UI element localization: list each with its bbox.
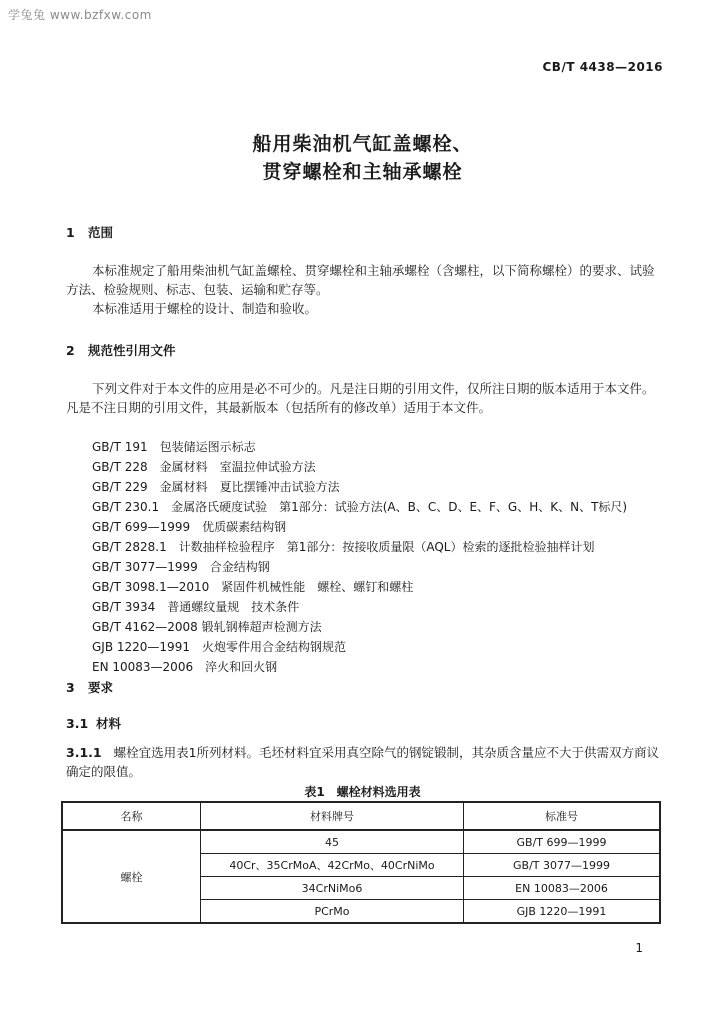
page-number: 1 (635, 941, 643, 955)
material-cell: 34CrNiMo6 (201, 877, 464, 900)
table-header-row (62, 802, 660, 830)
section-2-heading (66, 341, 176, 359)
column-header-name: 名称 (62, 802, 201, 830)
standard-cell: GB/T 3077—1999 (464, 854, 661, 877)
table-row (62, 830, 660, 854)
standard-code: CB/T 4438—2016 (542, 60, 663, 74)
name-cell: 螺栓 (62, 830, 201, 923)
material-cell: PCrMo (201, 900, 464, 924)
reference-item: GB/T 229 金属材料 夏比摆锤冲击试验方法 (92, 480, 340, 494)
reference-item: GB/T 3077—1999 合金结构钢 (92, 560, 270, 574)
section-title: 规范性引用文件 (88, 343, 176, 358)
column-header-standard: 标准号 (464, 802, 661, 830)
standard-cell: GB/T 699—1999 (464, 830, 661, 854)
reference-item: GB/T 3934 普通螺纹量规 技术条件 (92, 600, 300, 614)
material-table (61, 801, 661, 924)
section-3-heading (66, 678, 113, 696)
table-caption: 表1 螺栓材料选用表 (304, 785, 421, 799)
standard-cell: GJB 1220—1991 (464, 900, 661, 924)
material-cell: 40Cr、35CrMoA、42CrMo、40CrNiMo (201, 854, 464, 877)
material-cell: 45 (201, 830, 464, 854)
document-title (0, 130, 725, 186)
reference-list (92, 437, 627, 677)
section-title: 范围 (88, 225, 114, 240)
section-2-paragraph-1: 下列文件对于本文件的应用是必不可少的。凡是注日期的引用文件，仅所注日期的版本适用于本文件。凡是不注日期的引用文件，其最新版本（包括所有的修改单）适用于本文件。 (66, 381, 655, 415)
section-1-paragraph-1: 本标准规定了船用柴油机气缸盖螺栓、贯穿螺栓和主轴承螺栓（含螺柱，以下简称螺栓）的要求、试验方法、检验规则、标志、包装、运输和贮存等。 (66, 263, 655, 297)
reference-item: GB/T 230.1 金属洛氏硬度试验 第1部分：试验方法(A、B、C、D、E、F、G、H、K、N、T标尺) (92, 500, 628, 514)
clause-number: 3.1.1 (66, 745, 102, 760)
subsection-title: 材料 (96, 716, 122, 731)
subsection-3-1-heading (66, 714, 121, 732)
section-number: 2 (66, 343, 75, 358)
reference-item: GB/T 2828.1 计数抽样检验程序 第1部分：按接收质量限（AQL）检索的逐批检验抽样计划 (92, 540, 595, 554)
standard-cell: EN 10083—2006 (464, 877, 661, 900)
reference-item: GB/T 3098.1—2010 紧固件机械性能 螺栓、螺钉和螺柱 (92, 580, 414, 594)
section-title: 要求 (88, 680, 114, 695)
section-1-heading (66, 223, 113, 241)
reference-item: GJB 1220—1991 火炮零件用合金结构钢规范 (92, 640, 346, 654)
section-number: 3 (66, 680, 75, 695)
section-number: 1 (66, 225, 75, 240)
subsection-number: 3.1 (66, 716, 89, 731)
title-line-1: 船用柴油机气缸盖螺栓、 (252, 133, 473, 155)
section-1-paragraph-2: 本标准适用于螺栓的设计、制造和验收。 (92, 301, 318, 316)
reference-item: GB/T 699—1999 优质碳素结构钢 (92, 520, 287, 534)
reference-item: GB/T 228 金属材料 室温拉伸试验方法 (92, 460, 316, 474)
reference-item: GB/T 191 包装储运图示标志 (92, 440, 256, 454)
title-line-2: 贯穿螺栓和主轴承螺栓 (262, 161, 463, 183)
reference-item: GB/T 4162—2008 锻轧钢棒超声检测方法 (92, 620, 322, 634)
watermark: 学兔兔 www.bzfxw.com (8, 8, 152, 22)
reference-item: EN 10083—2006 淬火和回火钢 (92, 660, 278, 674)
clause-3-1-1 (66, 743, 666, 781)
column-header-material: 材料牌号 (201, 802, 464, 830)
clause-text: 螺栓宜选用表1所列材料。毛坯材料宜采用真空除气的钢锭锻制，其杂质含量应不大于供需双方商议确定的限值。 (66, 745, 660, 779)
